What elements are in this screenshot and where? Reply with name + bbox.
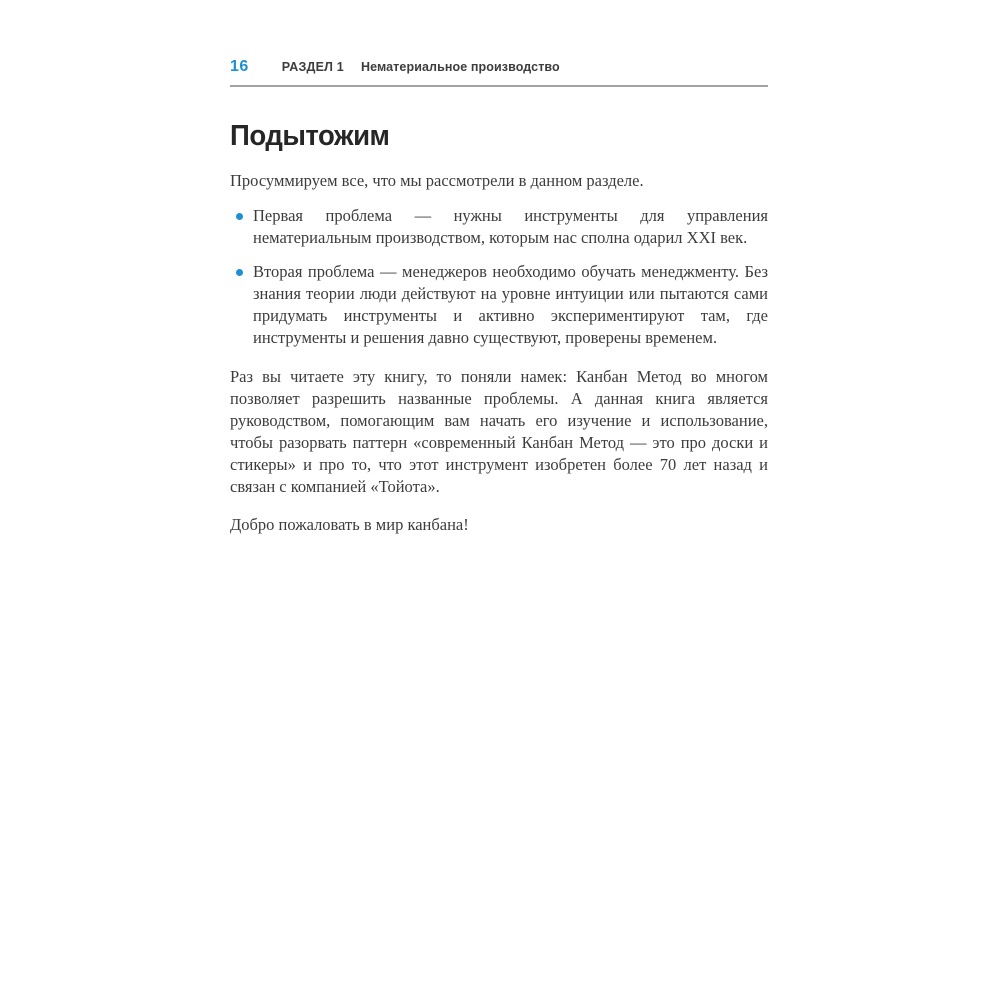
text-block — [230, 58, 768, 536]
closing-paragraph: Добро пожаловать в мир канбана! — [230, 515, 469, 534]
main-paragraph: Раз вы читаете эту книгу, то поняли намек: Канбан Метод во многом позволяет разрешить названные проблемы. А данная книга является руководством, помогающим вам начать его изучение и использование, чтобы разорвать паттерн «современный Канбан Метод — это про доски и стикеры» и про то, что этот инструмент изобретен более 70 лет назад и связан с компанией «Тойота». — [230, 367, 768, 496]
bullet-dot-icon — [236, 213, 243, 220]
list-item-text: Первая проблема — нужны инструменты для управления нематериальным производством, которым нас сполна одарил XXI век. — [253, 206, 768, 247]
page-number: 16 — [230, 58, 249, 75]
running-head — [230, 58, 768, 87]
section-label: РАЗДЕЛ 1 — [281, 60, 344, 74]
bullet-list — [230, 205, 768, 349]
section-title: Нематериальное производство — [360, 60, 560, 74]
bullet-dot-icon — [236, 269, 243, 276]
intro-paragraph: Просуммируем все, что мы рассмотрели в данном разделе. — [230, 171, 644, 190]
list-item-text: Вторая проблема — менеджеров необходимо обучать менеджменту. Без знания теории люди действуют на уровне интуиции или пытаются сами придумать инструменты и активно экспериментируют там, где инструменты и решения давно существуют, проверены временем. — [253, 262, 768, 347]
chapter-heading: Подытожим — [230, 120, 390, 152]
list-item — [230, 261, 768, 349]
list-item — [230, 205, 768, 249]
body-text — [230, 170, 768, 536]
